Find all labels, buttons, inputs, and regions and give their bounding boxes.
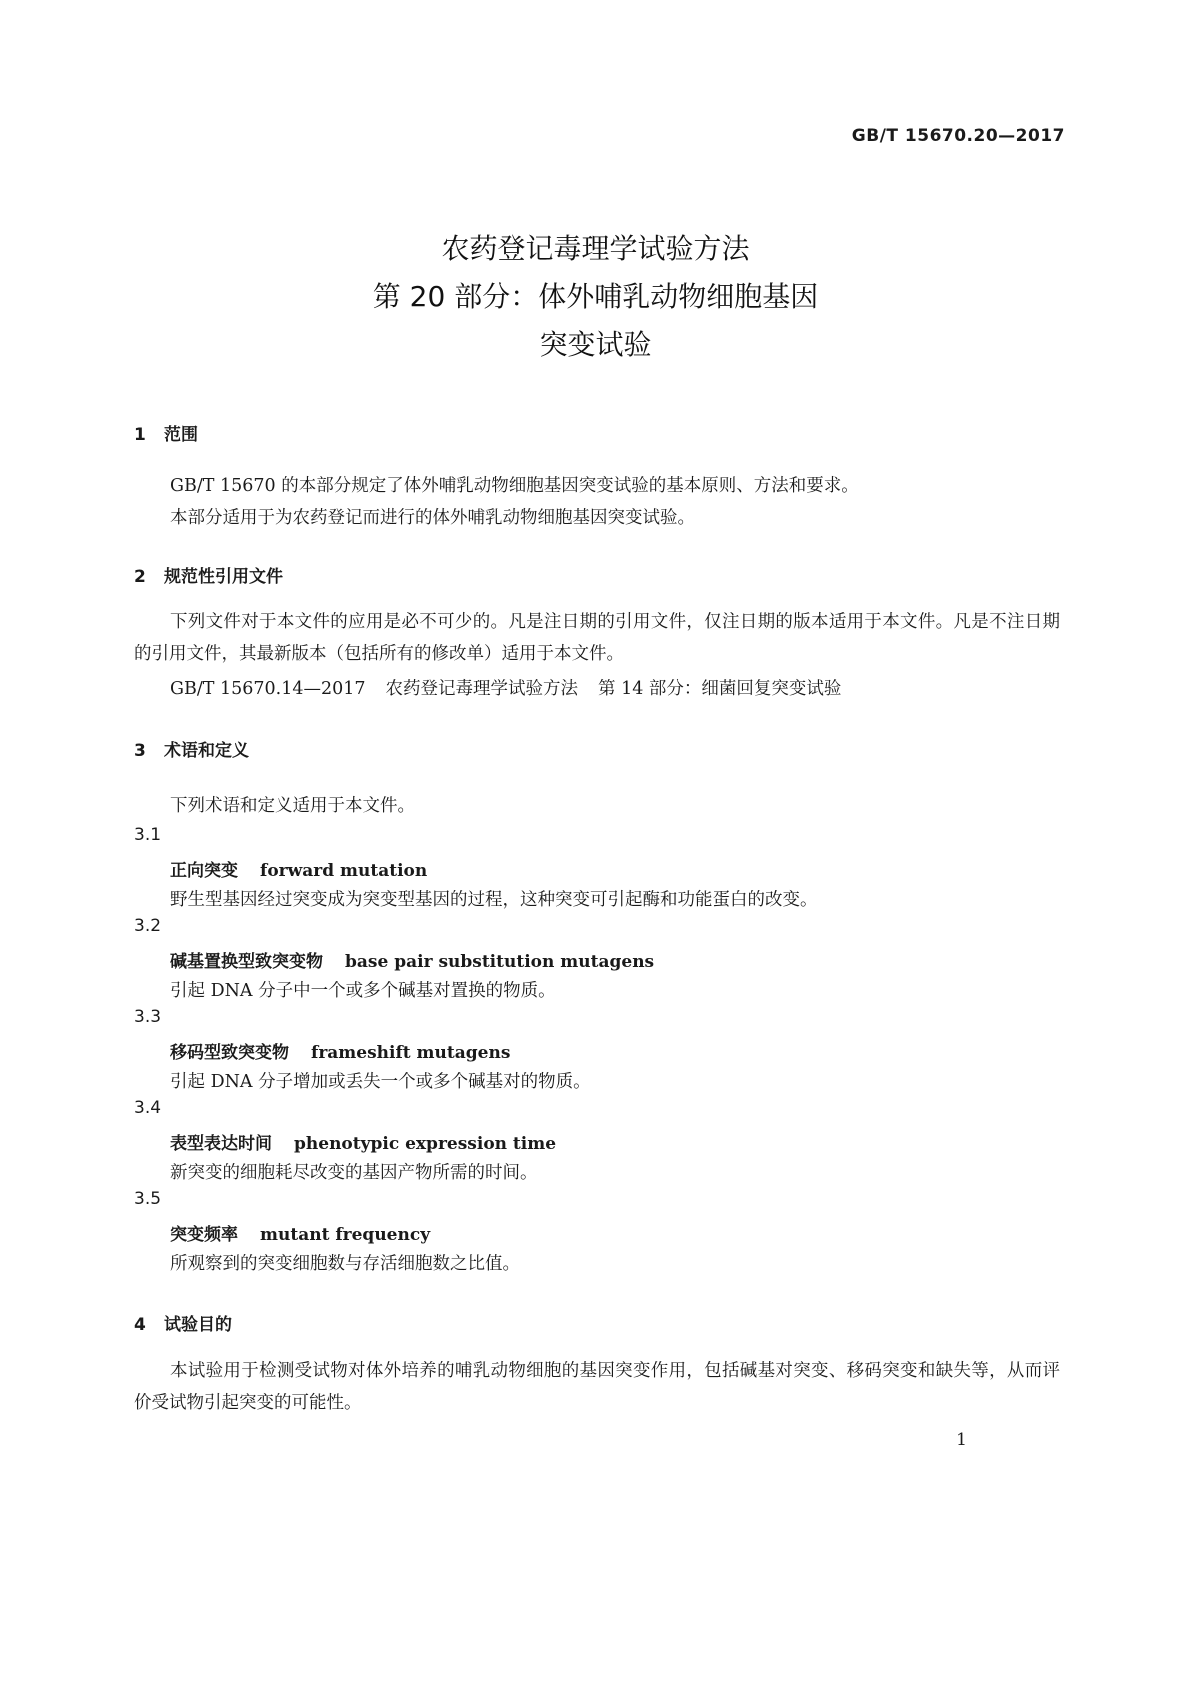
term-title — [170, 1220, 430, 1245]
section-1-number: 1 — [134, 425, 146, 445]
section-3-intro: 下列术语和定义适用于本文件。 — [170, 796, 415, 816]
term-en: mutant frequency — [260, 1225, 431, 1245]
standard-number: GB/T 15670.20—2017 — [851, 126, 1065, 146]
section-1-paragraph-2: 本部分适用于为农药登记而进行的体外哺乳动物细胞基因突变试验。 — [170, 508, 695, 528]
term-title — [170, 947, 654, 972]
section-1-paragraph-1: GB/T 15670 的本部分规定了体外哺乳动物细胞基因突变试验的基本原则、方法和要求。 — [170, 476, 859, 496]
section-4-heading — [134, 1310, 232, 1335]
section-1-title: 范围 — [164, 425, 198, 445]
title-line-1: 农药登记毒理学试验方法 — [441, 232, 750, 265]
term-number: 3.2 — [134, 916, 162, 936]
term-en: forward mutation — [260, 861, 428, 881]
section-2-heading — [134, 562, 283, 587]
section-2-number: 2 — [134, 567, 146, 587]
term-en: phenotypic expression time — [294, 1134, 557, 1154]
normative-reference — [170, 675, 841, 700]
section-3-heading — [134, 736, 249, 761]
term-definition: 新突变的细胞耗尽改变的基因产物所需的时间。 — [170, 1163, 538, 1183]
section-4-paragraph-1: 本试验用于检测受试物对体外培养的哺乳动物细胞的基因突变作用，包括碱基对突变、移码突变和缺失等，从而评价受试物引起突变的可能性。 — [134, 1361, 1060, 1413]
term-title — [170, 1129, 556, 1154]
term-zh: 移码型致突变物 — [170, 1043, 289, 1063]
term-definition: 野生型基因经过突变成为突变型基因的过程，这种突变可引起酶和功能蛋白的改变。 — [170, 890, 818, 910]
term-en: frameshift mutagens — [311, 1043, 511, 1063]
reference-title: 农药登记毒理学试验方法 — [385, 679, 579, 699]
term-number: 3.5 — [134, 1189, 162, 1209]
term-en: base pair substitution mutagens — [345, 952, 655, 972]
term-number: 3.1 — [134, 825, 162, 845]
reference-part: 第 14 部分：细菌回复突变试验 — [598, 679, 842, 699]
term-title — [170, 1038, 510, 1063]
section-3-title: 术语和定义 — [164, 741, 249, 761]
section-4-number: 4 — [134, 1315, 146, 1335]
reference-code: GB/T 15670.14—2017 — [170, 679, 366, 699]
section-1-heading — [134, 420, 198, 445]
term-title — [170, 856, 427, 881]
term-zh: 表型表达时间 — [170, 1134, 272, 1154]
section-4-title: 试验目的 — [164, 1315, 232, 1335]
term-definition: 引起 DNA 分子增加或丢失一个或多个碱基对的物质。 — [170, 1072, 591, 1092]
term-definition: 引起 DNA 分子中一个或多个碱基对置换的物质。 — [170, 981, 556, 1001]
document-title — [0, 225, 1191, 369]
section-3-number: 3 — [134, 741, 146, 761]
term-number: 3.3 — [134, 1007, 162, 1027]
page-number: 1 — [956, 1430, 967, 1450]
term-zh: 突变频率 — [170, 1225, 238, 1245]
term-zh: 碱基置换型致突变物 — [170, 952, 323, 972]
term-definition: 所观察到的突变细胞数与存活细胞数之比值。 — [170, 1254, 520, 1274]
title-line-2: 第 20 部分：体外哺乳动物细胞基因 — [372, 280, 819, 313]
term-number: 3.4 — [134, 1098, 162, 1118]
title-line-3: 突变试验 — [539, 328, 652, 361]
section-2-title: 规范性引用文件 — [164, 567, 283, 587]
term-zh: 正向突变 — [170, 861, 238, 881]
section-2-paragraph-1: 下列文件对于本文件的应用是必不可少的。凡是注日期的引用文件，仅注日期的版本适用于本文件。凡是不注日期的引用文件，其最新版本（包括所有的修改单）适用于本文件。 — [134, 612, 1060, 664]
